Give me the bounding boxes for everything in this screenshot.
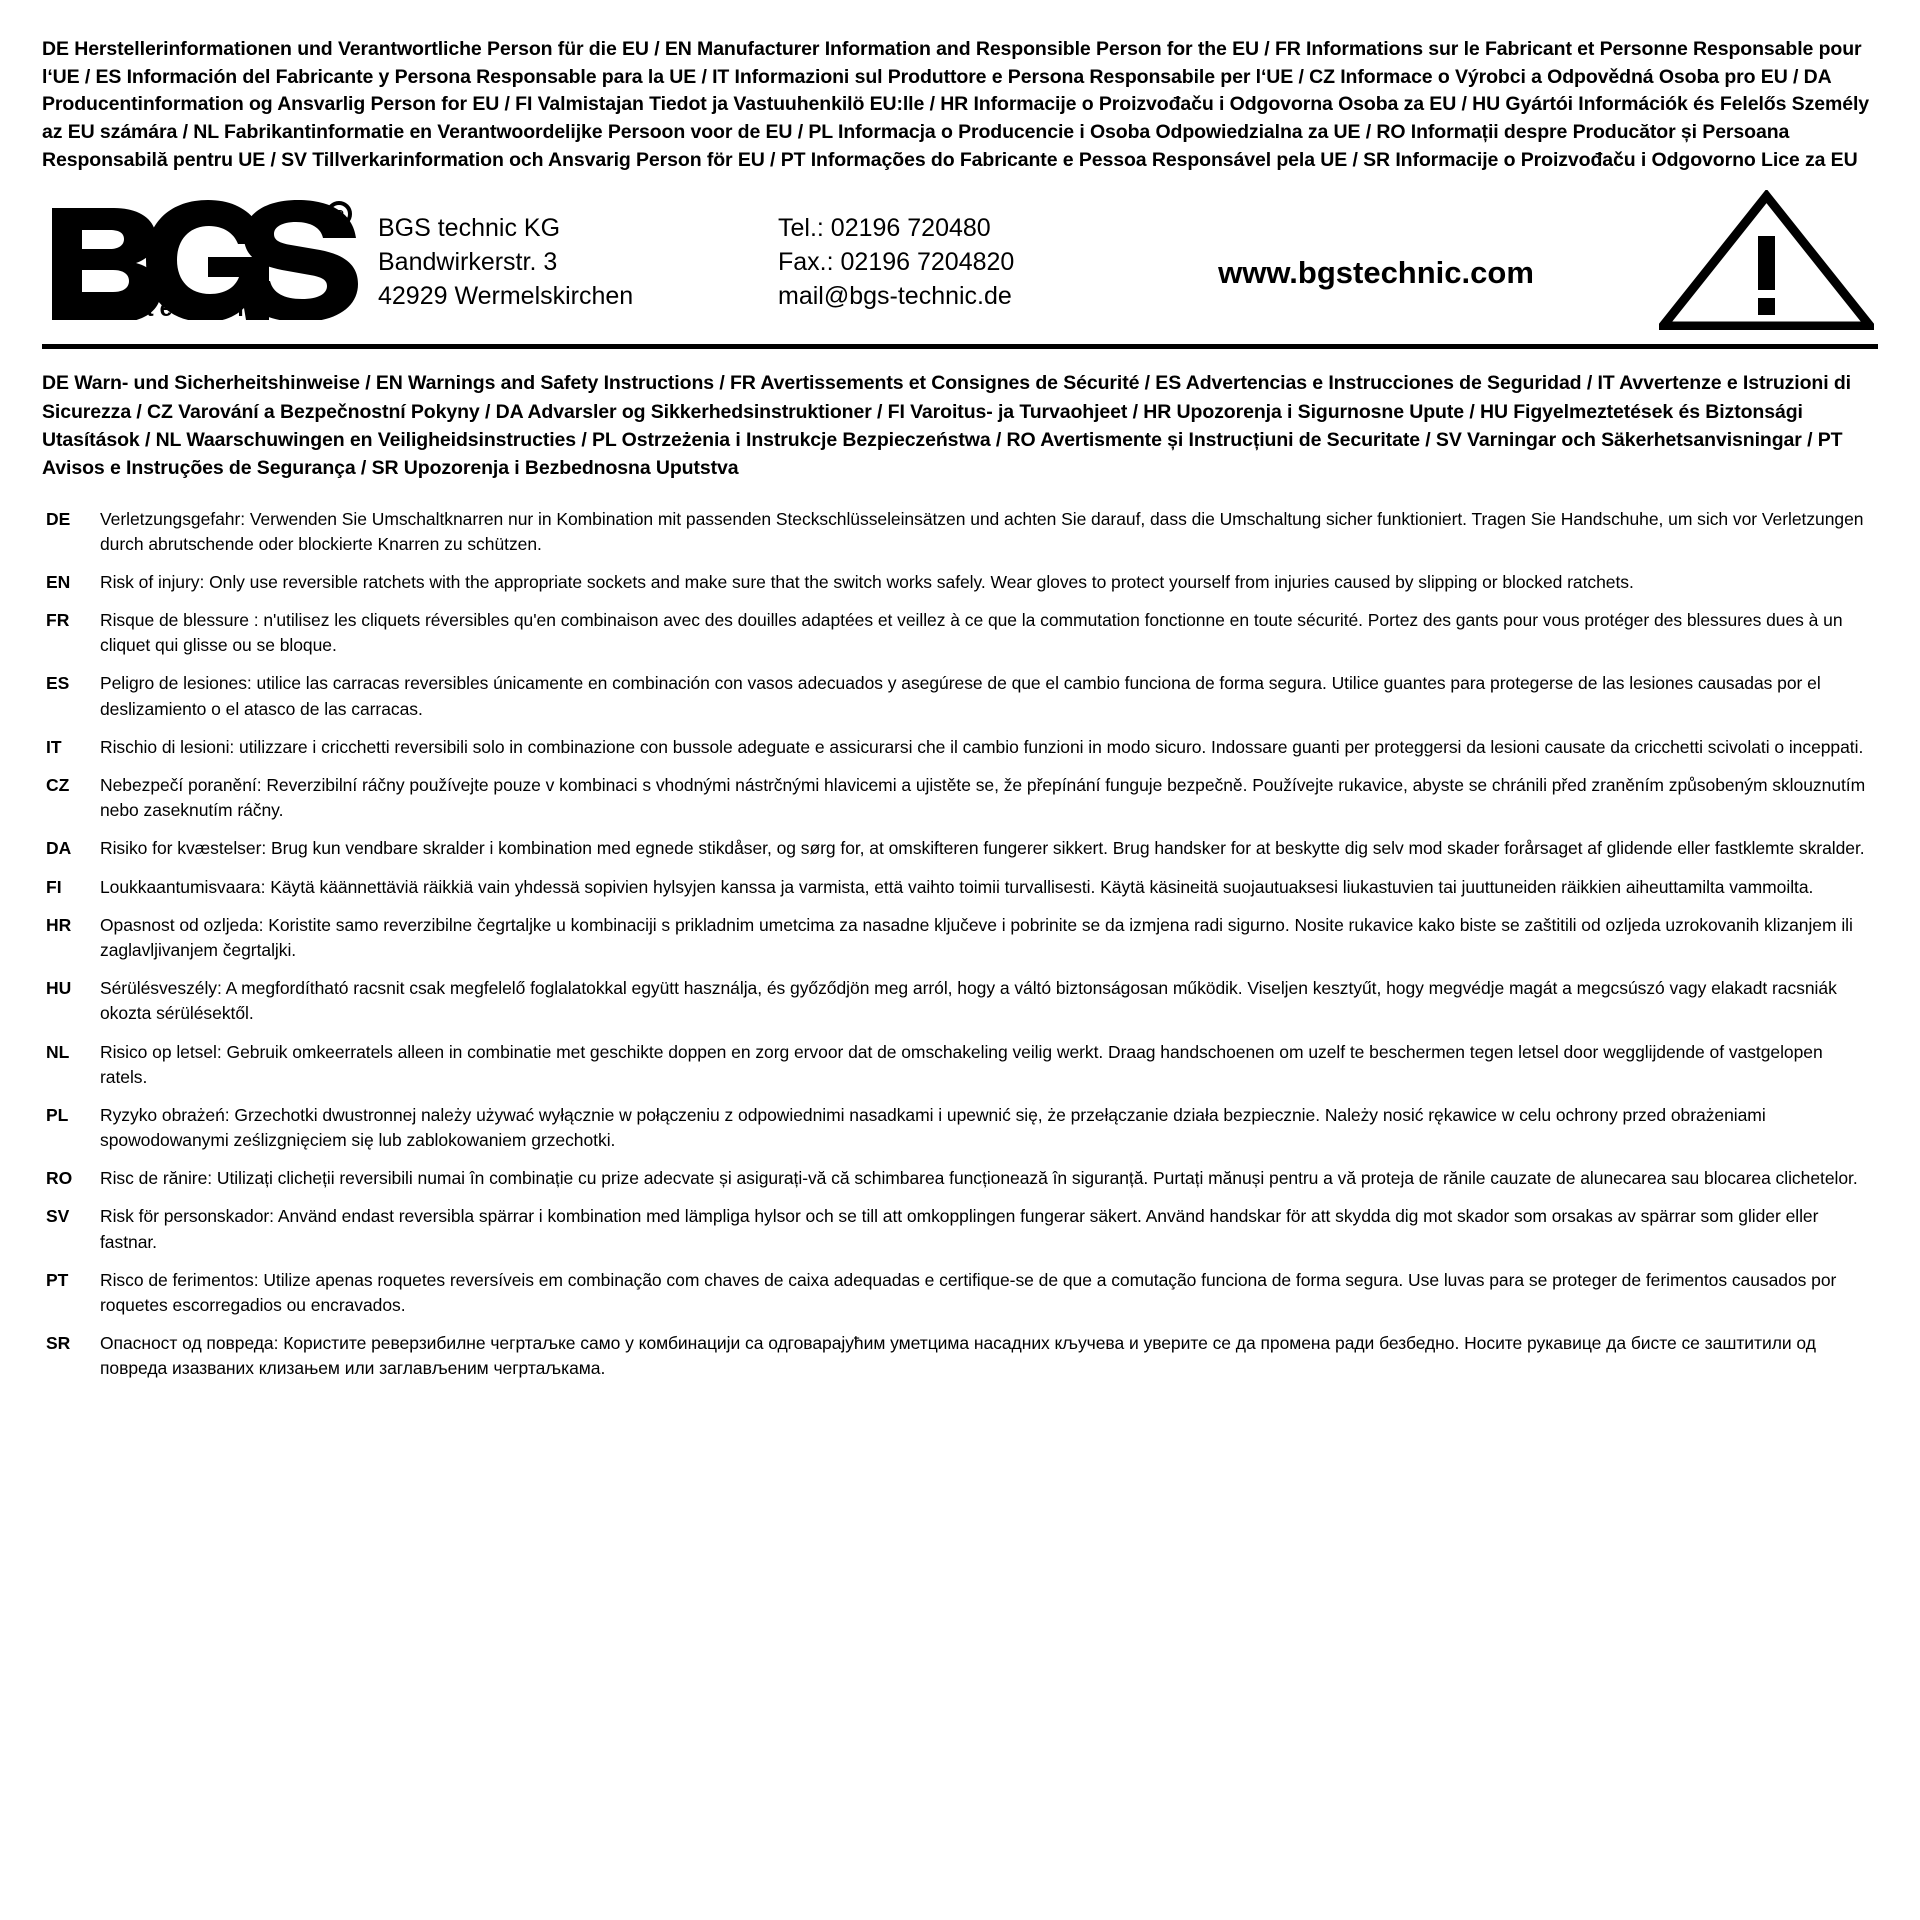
warning-row [42, 1103, 1878, 1153]
language-code: DA [46, 838, 72, 859]
warning-text: Risk of injury: Only use reversible ratchets with the appropriate sockets and make sure that the switch works safely. Wear gloves to protect yourself from injuries caused by slipping or blocked ratchets. [100, 571, 1634, 592]
company-tel: Tel.: 02196 720480 [778, 214, 991, 243]
language-code: FI [46, 876, 62, 897]
svg-text:technic: technic [146, 295, 269, 321]
company-street: Bandwirkerstr. 3 [378, 248, 558, 277]
warning-row [42, 570, 1878, 595]
warning-row [42, 1331, 1878, 1381]
warning-row [42, 913, 1878, 963]
safety-instructions-heading: DE Warn- und Sicherheitshinweise / EN Warnings and Safety Instructions / FR Avertissements et Consignes de Sécurité / ES Advertencias e Instrucciones de Seguridad / IT Avvertenze e Istruzioni di Sicurezza / CZ Varování a Bezpečnostní Pokyny / DA Advarsler og Sikkerhedsinstruktioner / FI Varoitus- ja Turvaohjeet / HR Upozorenja i Sigurnosne Upute / HU Figyelmeztetések és Biztonsági Utasítások / NL Waarschuwingen en Veiligheidsinstructies / PL Ostrzeżenia i Instrukcje Bezpieczeństwa / RO Avertismente și Instrucțiuni de Securitate / SV Varningar och Säkerhetsanvisningar / PT Avisos e Instruções de Segurança / SR Upozorenja i Bezbednosna Uputstva [42, 372, 1851, 480]
warning-text: Nebezpečí poranění: Reverzibilní ráčny používejte pouze v kombinaci s vhodnými nástrčnými hlavicemi a ujistěte se, že přepínání funguje bezpečně. Používejte rukavice, abyste se chránili před zraněním způsobeným sklouznutím nebo zaseknutím ráčny. [100, 775, 1866, 821]
warning-text: Risiko for kvæstelser: Brug kun vendbare skralder i kombination med egnede stikdåser, og sørg for, at omskifteren fungerer sikkert. Brug handsker for at beskytte dig selv mod skader forårsaget af glidende eller fastklemte skralder. [100, 838, 1865, 859]
warning-text: Verletzungsgefahr: Verwenden Sie Umschaltknarren nur in Kombination mit passenden Steckschlüsseleinsätzen und achten Sie darauf, dass die Umschaltung sicher funktioniert. Tragen Sie Handschuhe, um sich vor Verletzungen durch abrutschende oder blockierte Knarren zu schützen. [100, 508, 1864, 554]
warning-row [42, 836, 1878, 861]
language-code: IT [46, 736, 62, 757]
warning-text: Risk för personskador: Använd endast reversibla spärrar i kombination med lämpliga hylsor och se till att omkopplingen fungerar säkert. Använd handskar för att skydda dig mot skador som orsakas av spärrar som glider eller fastnar. [100, 1206, 1819, 1252]
warning-text: Опасност од повреда: Користите реверзибилне чегртаљке само у комбинацији са одговарајућим уметцима насадних кључева и уверите се да промена ради безбедно. Носите рукавице да бисте се заштитили од повреда изазваних клизањем или заглављеним чегртаљкама. [100, 1333, 1816, 1379]
warning-text: Risque de blessure : n'utilisez les cliquets réversibles qu'en combinaison avec des douilles adaptées et veillez à ce que la commutation fonctionne en toute sécurité. Portez des gants pour vous protéger des blessures dues à un cliquet qui glisse ou se bloque. [100, 610, 1843, 656]
warning-triangle [1644, 190, 1878, 330]
bgs-logo-icon [48, 200, 366, 320]
company-website: www.bgstechnic.com [1218, 255, 1534, 291]
company-header-band [42, 186, 1878, 349]
warning-row [42, 671, 1878, 721]
language-code: NL [46, 1041, 70, 1062]
company-contact [778, 207, 1108, 313]
warning-text: Sérülésveszély: A megfordítható racsnit csak megfelelő foglalatokkal együtt használja, és győződjön meg arról, hogy a váltó biztonságosan működik. Viseljen kesztyűt, hogy megvédje magát a megcsúszó vagy elakadt racsniák okozta sérülésektől. [100, 978, 1837, 1024]
language-code: CZ [46, 775, 70, 795]
warning-text: Peligro de lesiones: utilice las carracas reversibles únicamente en combinación con vasos adecuados y asegúrese de que el cambio funciona de forma segura. Utilice guantes para protegerse de las lesiones causadas por el deslizamiento o el atasco de las carracas. [100, 673, 1821, 719]
warning-row [42, 773, 1878, 823]
warning-text: Ryzyko obrażeń: Grzechotki dwustronnej należy używać wyłącznie w połączeniu z odpowiednimi nasadkami i upewnić się, że przełączanie działa bezpiecznie. Należy nosić rękawice w celu ochrony przed obrażeniami spowodowanymi ześlizgnięciem się lub zablokowaniem grzechotki. [100, 1104, 1766, 1151]
warning-row [42, 1204, 1878, 1254]
company-city: 42929 Wermelskirchen [378, 282, 634, 311]
language-code: PT [46, 1269, 69, 1290]
language-code: PL [46, 1104, 69, 1125]
warning-row [42, 875, 1878, 900]
company-fax: Fax.: 02196 7204820 [778, 248, 1015, 277]
language-code: SV [46, 1206, 70, 1227]
warning-row [42, 735, 1878, 760]
manufacturer-info-heading: DE Herstellerinformationen und Verantwortliche Person für die EU / EN Manufacturer Information and Responsible Person for the EU / FR Informations sur le Fabricant et Personne Responsable pour l‘UE / ES Información del Fabricante y Persona Responsable para la UE / IT Informazioni sul Produttore e Persona Responsabile per l‘UE / CZ Informace o Výrobci a Odpovědná Osoba pro EU / DA Producentinformation og Ansvarlig Person for EU / FI Valmistajan Tiedot ja Vastuuhenkilö EU:lle / HR Informacije o Proizvođaču i Odgovorna Osoba za EU / HU Gyártói Információk és Felelős Személy az EU számára / NL Fabrikantinformatie en Verantwoordelijke Persoon voor de EU / PL Informacja o Producencie i Osoba Odpowiedzialna za UE / RO Informații despre Producător și Persoana Responsabilă pentru UE / SV Tillverkarinformation och Ansvarig Person för EU / PT Informações do Fabricante e Pessoa Responsável pela UE / SR Informacije o Proizvođaču i Odgovorno Lice za EU [42, 38, 1870, 171]
warning-text: Opasnost od ozljeda: Koristite samo reverzibilne čegrtaljke u kombinaciji s prikladnim umetcima za nasadne ključeve i pobrinite se da izmjena radi sigurno. Nosite rukavice kako biste se zaštitili od ozljeda uzrokovanih klizanjem ili zaglavljivanjem čegrtaljki. [100, 914, 1853, 960]
language-code: HU [46, 978, 72, 999]
language-code: ES [46, 673, 70, 694]
language-code: HR [46, 914, 72, 935]
warning-triangle-icon [1659, 190, 1874, 330]
warning-row [42, 1040, 1878, 1090]
bgs-logo [42, 200, 378, 320]
warning-text: Risco de ferimentos: Utilize apenas roquetes reversíveis em combinação com chaves de caixa adequadas e certifique-se de que a comutação funciona de forma segura. Use luvas para se proteger de ferimentos causados por roquetes escorregadios ou encravados. [100, 1269, 1837, 1315]
language-code: EN [46, 571, 71, 592]
safety-warnings-list [42, 507, 1878, 1382]
warning-text: Rischio di lesioni: utilizzare i cricchetti reversibili solo in combinazione con bussole adeguate e assicurarsi che il cambio funzioni in modo sicuro. Indossare guanti per proteggersi da lesioni causate da cricchetti scivolati o inceppati. [100, 736, 1864, 757]
warning-text: Risico op letsel: Gebruik omkeerratels alleen in combinatie met geschikte doppen en zorg ervoor dat de omschakeling veilig werkt. Draag handschoenen om uzelf te beschermen tegen letsel door wegglijdende of vastgelopen ratels. [100, 1041, 1823, 1087]
warning-text: Loukkaantumisvaara: Käytä käännettäviä räikkiä vain yhdessä sopivien hylsyjen kanssa ja varmista, että vaihto toimii turvallisesti. Käytä käsineitä suojautuaksesi liukastuvien tai juuttuneiden räikkien aiheuttamilta vammoilta. [100, 876, 1814, 897]
svg-text:R: R [333, 207, 345, 225]
company-address [378, 207, 778, 313]
warning-row [42, 608, 1878, 658]
language-code: SR [46, 1333, 71, 1354]
company-name: BGS technic KG [378, 214, 561, 243]
warning-row [42, 1268, 1878, 1318]
language-code: RO [46, 1168, 73, 1189]
language-code: DE [46, 508, 71, 529]
company-email: mail@bgs-technic.de [778, 282, 1012, 311]
language-code: FR [46, 610, 70, 631]
warning-row [42, 1166, 1878, 1191]
warning-row [42, 976, 1878, 1026]
warning-row [42, 507, 1878, 557]
warning-text: Risc de rănire: Utilizați clicheții reversibili numai în combinație cu prize adecvate și asigurați-vă că schimbarea funcționează în siguranță. Purtați mănuși pentru a vă proteja de rănile cauzate de alunecarea sau blocarea clichetelor. [100, 1168, 1858, 1189]
